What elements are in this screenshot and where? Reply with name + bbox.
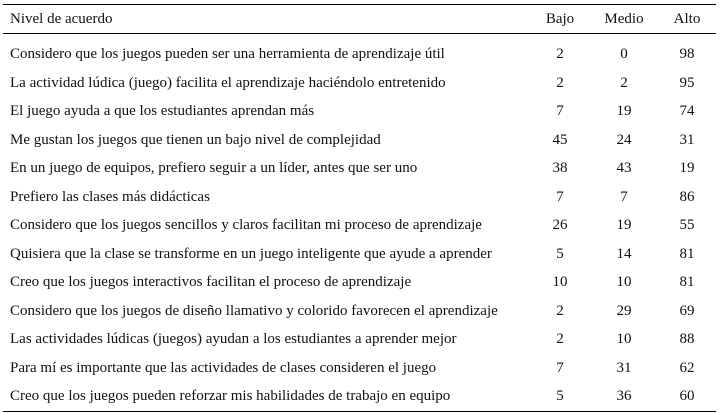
row-bajo-value: 2 [556,331,564,348]
table-row [3,240,716,269]
row-statement: Me gustan los juegos que tienen un bajo nivel de complejidad [10,131,381,148]
row-statement: En un juego de equipos, prefiero seguir a un líder, antes que ser uno [10,160,418,177]
row-statement: Creo que los juegos pueden reforzar mis habilidades de trabajo en equipo [10,388,451,405]
row-statement: Prefiero las clases más didácticas [10,188,210,205]
row-bajo-value: 10 [552,274,568,291]
row-alto-value: 88 [679,331,695,348]
row-medio-value: 10 [616,331,632,348]
row-statement: Quisiera que la clase se transforme en un juego inteligente que ayude a aprender [10,245,492,262]
row-bajo-value: 2 [556,74,564,91]
row-bajo-value: 2 [556,302,564,319]
table-row [3,183,716,212]
row-alto-value: 86 [679,188,695,205]
row-alto-value: 31 [679,131,695,148]
table-row [3,383,716,412]
row-statement: Considero que los juegos pueden ser una herramienta de aprendizaje útil [10,45,445,62]
row-medio-value: 29 [616,302,632,319]
row-medio-value: 31 [616,359,632,376]
row-medio-value: 19 [616,103,632,120]
row-bajo-value: 38 [552,160,568,177]
table-row [3,126,716,155]
table-row [3,212,716,241]
row-bajo-value: 26 [552,217,568,234]
row-bajo-value: 7 [556,103,564,120]
row-statement: Para mí es importante que las actividades de clases consideren el juego [10,359,437,376]
agreement-table [3,4,716,412]
row-bajo-value: 7 [556,188,564,205]
row-alto-value: 95 [679,74,695,91]
row-medio-value: 2 [620,74,628,91]
table-row [3,34,716,70]
row-statement: Creo que los juegos interactivos facilitan el proceso de aprendizaje [10,274,412,291]
row-statement: Considero que los juegos sencillos y claros facilitan mi proceso de aprendizaje [10,217,482,234]
row-bajo-value: 45 [552,131,568,148]
row-bajo-value: 7 [556,359,564,376]
row-medio-value: 19 [616,217,632,234]
row-alto-value: 74 [679,103,695,120]
row-bajo-value: 5 [556,388,564,405]
row-alto-value: 60 [679,388,695,405]
header-bajo: Bajo [545,10,575,27]
table-body [3,34,716,412]
table-row [3,297,716,326]
row-alto-value: 69 [679,302,695,319]
header-row [3,5,716,34]
row-medio-value: 43 [616,160,632,177]
row-bajo-value: 5 [556,245,564,262]
row-alto-value: 98 [679,45,695,62]
row-medio-value: 10 [616,274,632,291]
header-alto: Alto [673,10,701,27]
row-statement: Considero que los juegos de diseño llamativo y colorido favorecen el aprendizaje [10,302,498,319]
row-statement: El juego ayuda a que los estudiantes aprendan más [10,103,315,120]
row-medio-value: 24 [616,131,632,148]
table-header [3,5,716,34]
row-bajo-value: 2 [556,45,564,62]
row-alto-value: 81 [679,245,695,262]
row-statement: Las actividades lúdicas (juegos) ayudan a los estudiantes a aprender mejor [10,331,457,348]
table-row [3,98,716,127]
row-alto-value: 19 [679,160,695,177]
table-row [3,69,716,98]
row-medio-value: 36 [616,388,632,405]
table-row [3,354,716,383]
row-statement: La actividad lúdica (juego) facilita el aprendizaje haciéndolo entretenido [10,74,446,91]
row-medio-value: 7 [620,188,628,205]
header-medio: Medio [604,10,644,27]
row-medio-value: 0 [620,45,628,62]
table-row [3,155,716,184]
row-alto-value: 81 [679,274,695,291]
row-alto-value: 55 [679,217,695,234]
table-row [3,326,716,355]
row-medio-value: 14 [616,245,632,262]
row-alto-value: 62 [679,359,695,376]
header-nivel-de-acuerdo: Nivel de acuerdo [10,10,113,27]
table-row [3,269,716,298]
